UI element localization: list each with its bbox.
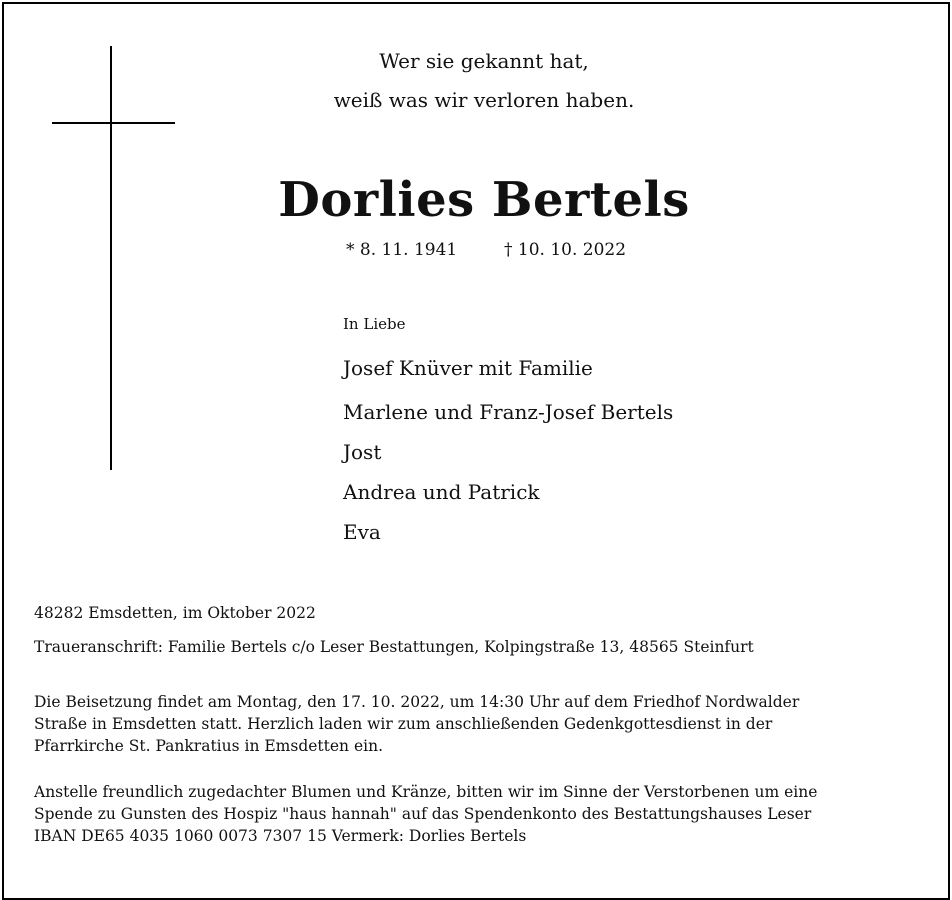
funeral-info-line: Pfarrkirche St. Pankratius in Emsdetten ein. (34, 737, 384, 755)
verse-line-1: Wer sie gekannt hat, (379, 49, 589, 73)
donation-info (34, 781, 914, 847)
donation-info-line: IBAN DE65 4035 1060 0073 7307 15 Vermerk: Dorlies Bertels (34, 827, 527, 845)
mourner-name: Marlene und Franz-Josef Bertels (343, 400, 674, 424)
mourner-name: Jost (343, 440, 382, 464)
funeral-info-line: Die Beisetzung findet am Montag, den 17. 10. 2022, um 14:30 Uhr auf dem Friedhof Nordwalder (34, 693, 800, 711)
mourner-name: Josef Knüver mit Familie (343, 356, 593, 380)
mourner-name: Eva (343, 520, 381, 544)
cross-icon-horizontal-bar (52, 122, 175, 124)
mourners-intro: In Liebe (343, 315, 406, 333)
mourning-address: Traueranschrift: Familie Bertels c/o Leser Bestattungen, Kolpingstraße 13, 48565 Steinfurt (34, 638, 754, 656)
mourner-name: Andrea und Patrick (343, 480, 540, 504)
cross-icon-vertical-bar (110, 46, 112, 470)
place-and-date: 48282 Emsdetten, im Oktober 2022 (34, 604, 316, 622)
donation-info-line: Anstelle freundlich zugedachter Blumen und Kränze, bitten wir im Sinne der Verstorbenen um eine (34, 783, 818, 801)
funeral-info-line: Straße in Emsdetten statt. Herzlich laden wir zum anschließenden Gedenkgottesdienst in der (34, 715, 773, 733)
birth-date: * 8. 11. 1941 (346, 240, 458, 260)
death-date: † 10. 10. 2022 (504, 240, 627, 260)
donation-info-line: Spende zu Gunsten des Hospiz "haus hannah" auf das Spendenkonto des Bestattungshauses Leser (34, 805, 812, 823)
verse-line-2: weiß was wir verloren haben. (333, 88, 635, 112)
funeral-info (34, 691, 914, 757)
deceased-name: Dorlies Bertels (278, 172, 690, 228)
obituary-notice (2, 2, 950, 900)
